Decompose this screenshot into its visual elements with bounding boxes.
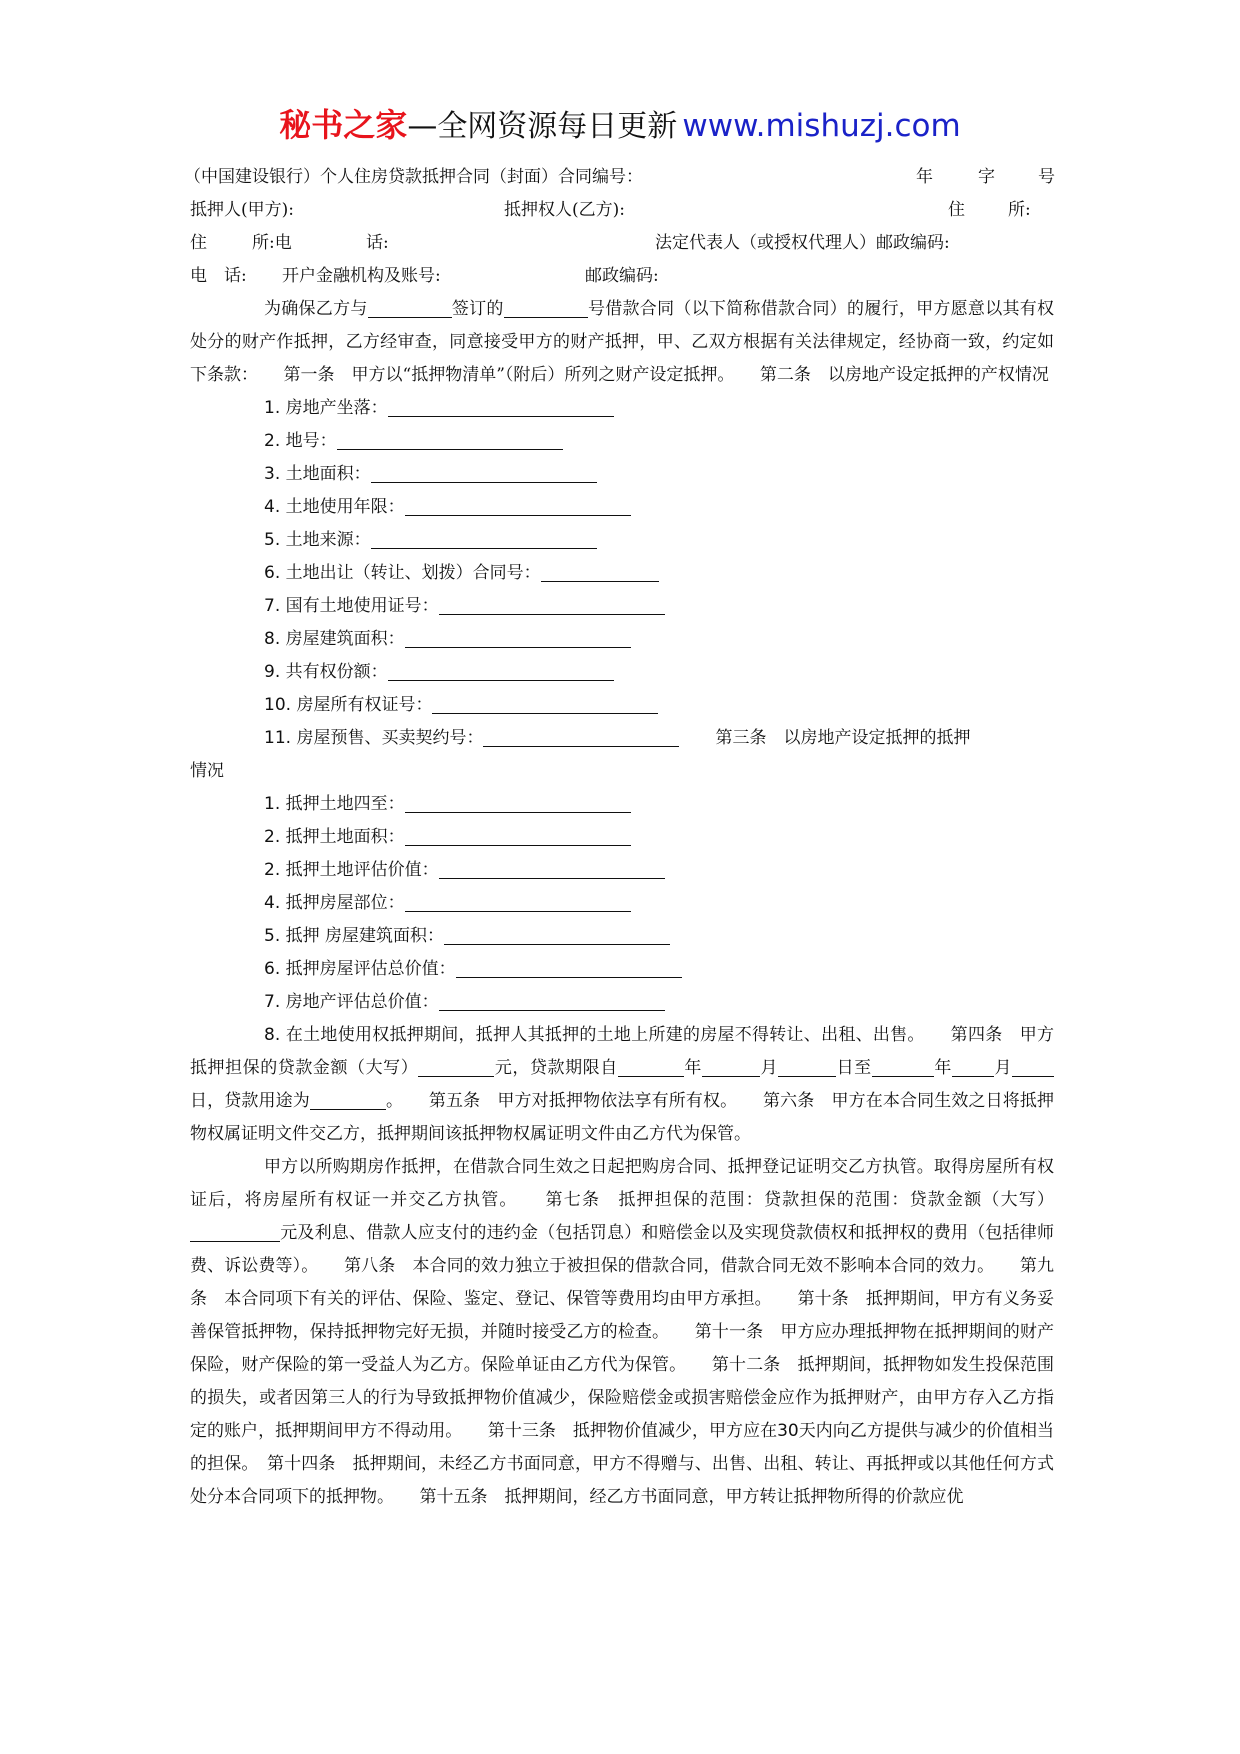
item-number: 2. <box>264 827 281 847</box>
phone-label-1: 话: <box>366 233 389 253</box>
list-item <box>190 425 1054 458</box>
blank-start-month[interactable] <box>702 1054 760 1077</box>
purchase-paragraph <box>190 1151 1054 1514</box>
sections-4-6-text: 。 第五条 甲方对抵押物依法享有所有权。 第六条 甲方在本合同生效之日将抵押物权属证明文件交乙方，抵押期间该抵押物权属证明文件由乙方代为保管。 <box>190 1091 1055 1144</box>
blank-field[interactable] <box>405 790 631 813</box>
header-line-2 <box>190 194 1054 227</box>
blank-field[interactable] <box>405 889 631 912</box>
item-number: 9. <box>264 662 281 682</box>
list-item <box>190 986 1054 1019</box>
blank-field[interactable] <box>439 592 665 615</box>
bank-account-label: 开户金融机构及账号: <box>282 266 441 286</box>
item-number: 2. <box>264 431 281 451</box>
item-number: 10. <box>264 695 292 715</box>
intro-text-1: 为确保乙方与 <box>264 299 368 319</box>
site-banner <box>0 100 1240 146</box>
item-label: 房屋预售、买卖契约号： <box>296 728 484 748</box>
text-nian: 年 <box>683 1058 702 1078</box>
purchase-text-3: 天内向乙方提供与减少的价值相当的担保。 第十四条 抵押期间，未经乙方书面同意，甲方不得赠与、出售、出租、转让、再抵押或以其他任何方式处分本合同项下的抵押物。 第十五条 抵押期间，经乙方书面同意，甲方转让抵押物所得的价款应优 <box>190 1421 1055 1507</box>
item-label: 共有权份额： <box>285 662 388 682</box>
list-item <box>190 392 1054 425</box>
list-item <box>190 920 1054 953</box>
item-number: 5. <box>264 926 281 946</box>
blank-field[interactable] <box>483 724 679 747</box>
item-label: 土地来源： <box>285 530 371 550</box>
item-number: 11. <box>264 728 292 748</box>
blank-field[interactable] <box>541 559 659 582</box>
item-number: 4. <box>264 497 281 517</box>
blank-field[interactable] <box>439 856 665 879</box>
header-line-3 <box>190 227 1054 260</box>
item-number: 8. <box>264 1025 281 1045</box>
item-number: 2. <box>264 860 281 880</box>
item-label: 抵押房屋评估总价值： <box>285 959 456 979</box>
blank-field[interactable] <box>337 427 563 450</box>
item-number: 8. <box>264 629 281 649</box>
blank-end-day[interactable] <box>1012 1054 1054 1077</box>
list-item <box>190 557 1054 590</box>
list-item <box>190 458 1054 491</box>
blank-end-month[interactable] <box>952 1054 994 1077</box>
item-number: 6. <box>264 563 281 583</box>
item-label: 土地面积： <box>285 464 371 484</box>
address-label-3: 住 <box>190 233 207 253</box>
header-line-1 <box>184 161 1055 194</box>
blank-field[interactable] <box>388 658 614 681</box>
blank-field[interactable] <box>371 460 597 483</box>
blank-field[interactable] <box>456 955 682 978</box>
list-item <box>190 590 1054 623</box>
list-item <box>190 953 1054 986</box>
list-item <box>190 854 1054 887</box>
contract-document <box>184 161 1055 1514</box>
section-3-title: 第三条 以房地产设定抵押的抵押 <box>715 728 971 748</box>
item-label: 抵押土地四至： <box>285 794 405 814</box>
section-3-title-cont <box>190 755 1054 788</box>
mortgagee-label: 抵押权人(乙方): <box>504 200 625 220</box>
purchase-text-2: 元及利息、借款人应支付的违约金（包括罚息）和赔偿金以及实现贷款债权和抵押权的费用（包括律师费、诉讼费等）。 第八条 本合同的效力独立于被担保的借款合同，借款合同无效不影响本合同的效力。 第九条 本合同项下有关的评估、保险、鉴定、登记、保管等费用均由甲方承担。 第十条 抵押期间，甲方有义务妥善保管抵押物，保持抵押物完好无损，并随时接受乙方的检查。 第十一条 甲方应办理抵押物在抵押期间的财产保险，财产保险的第一受益人为乙方。保险单证由乙方代为保管。 第十二条 抵押期间，抵押物如发生投保范围的损失，或者因第三人的行为导致抵押物价值减少，保险赔偿金或损害赔偿金应作为抵押财产，由甲方存入乙方指定的账户，抵押期间甲方不得动用。 第十三条 抵押物价值减少，甲方应在 <box>190 1223 1054 1441</box>
item-number: 7. <box>264 992 281 1012</box>
section-2-list <box>190 392 1054 788</box>
list-item <box>190 722 1054 755</box>
intro-text-3: 号借款合同（以下简称借款合同）的履行，甲方愿意以其有权处分的财产作抵押，乙方经审查，同意接受甲方的财产抵押，甲、乙双方根据有关法律规定，经协商一致，约定如下条款： 第一条 甲方以“抵押物清单”（附后）所列之财产设定抵押。 第二条 以房地产设定抵押的产权情况 <box>190 299 1055 385</box>
banner-dash: — <box>407 109 438 144</box>
item-8-text: 在土地使用权抵押期间，抵押人其抵押的土地上所建的房屋不得转让、出租、出售。 第四条 甲方抵押担保的贷款金额（大写） <box>190 1025 1054 1078</box>
postcode-label: 邮政编码: <box>585 266 659 286</box>
blank-field[interactable] <box>405 625 631 648</box>
item-label: 房屋建筑面积： <box>285 629 405 649</box>
blank-field[interactable] <box>405 823 631 846</box>
item-number: 3. <box>264 464 281 484</box>
blank-guarantee-amount[interactable] <box>190 1219 280 1242</box>
blank-field[interactable] <box>444 922 670 945</box>
mortgagor-label: 抵押人(甲方): <box>190 200 294 220</box>
item-label: 土地出让（转让、划拨）合同号： <box>285 563 541 583</box>
blank-start-day[interactable] <box>778 1054 836 1077</box>
phone-label-2b: 话: <box>224 266 247 286</box>
item-label: 土地使用年限： <box>285 497 405 517</box>
banner-slogan: 全网资源每日更新 <box>437 109 678 144</box>
text-rizhi: 日至 <box>836 1058 872 1078</box>
item-number: 6. <box>264 959 281 979</box>
blank-start-year[interactable] <box>618 1054 684 1077</box>
text-ri: 日，贷款用途为 <box>190 1091 310 1111</box>
legal-rep-label: 法定代表人（或授权代理人）邮政编码: <box>655 233 950 253</box>
address-phone-label: 所:电 <box>252 233 292 253</box>
blank-field[interactable] <box>388 394 614 417</box>
address-label-2: 所: <box>1008 200 1031 220</box>
intro-text-2: 签订的 <box>451 299 504 319</box>
blank-field[interactable] <box>371 526 597 549</box>
item-label: 房地产坐落： <box>285 398 388 418</box>
days-number: 30 <box>777 1421 799 1441</box>
list-item <box>190 656 1054 689</box>
address-label-1: 住 <box>948 200 965 220</box>
header-year: 年 <box>916 167 933 187</box>
item-label: 地号： <box>285 431 337 451</box>
item-number: 5. <box>264 530 281 550</box>
header-hao: 号 <box>1038 167 1055 187</box>
blank-loan-amount[interactable] <box>418 1054 494 1077</box>
item-number: 4. <box>264 893 281 913</box>
list-item <box>190 623 1054 656</box>
item-number: 1. <box>264 794 281 814</box>
section-3-title-b: 情况 <box>190 761 224 781</box>
item-label: 抵押 房屋建筑面积： <box>285 926 445 946</box>
header-line-4 <box>190 260 1054 293</box>
item-label: 房地产评估总价值： <box>285 992 439 1012</box>
text-yuan: 元，贷款期限自 <box>494 1058 618 1078</box>
blank-contract-no[interactable] <box>504 295 588 318</box>
blank-end-year[interactable] <box>872 1054 934 1077</box>
blank-party[interactable] <box>368 295 452 318</box>
phone-label-2a: 电 <box>190 266 207 286</box>
purchase-text-1: 甲方以所购期房作抵押，在借款合同生效之日起把购房合同、抵押登记证明交乙方执管。取得房屋所有权证后，将房屋所有权证一并交乙方执管。 第七条 抵押担保的范围：贷款担保的范围：贷款金额（大写） <box>190 1157 1054 1210</box>
item-label: 抵押土地面积： <box>285 827 405 847</box>
blank-field[interactable] <box>432 691 658 714</box>
item-label: 房屋所有权证号： <box>296 695 433 715</box>
item-label: 抵押土地评估价值： <box>285 860 439 880</box>
item-label: 国有土地使用证号： <box>285 596 439 616</box>
blank-loan-purpose[interactable] <box>310 1087 386 1110</box>
banner-brand: 秘书之家 <box>279 106 408 144</box>
item-number: 1. <box>264 398 281 418</box>
list-item <box>190 524 1054 557</box>
header-zi: 字 <box>978 167 995 187</box>
list-item <box>190 788 1054 821</box>
blank-field[interactable] <box>405 493 631 516</box>
text-yue: 月 <box>759 1058 779 1078</box>
list-item <box>190 491 1054 524</box>
list-item <box>190 821 1054 854</box>
text-nian-2: 年 <box>933 1058 952 1078</box>
blank-field[interactable] <box>439 988 665 1011</box>
item-label: 抵押房屋部位： <box>285 893 405 913</box>
list-item <box>190 887 1054 920</box>
banner-url[interactable]: www.mishuzj.com <box>682 108 961 144</box>
list-item <box>190 689 1054 722</box>
section-3-list <box>190 788 1054 1019</box>
text-yue-2: 月 <box>993 1058 1012 1078</box>
item-number: 7. <box>264 596 281 616</box>
section-3-item-8-paragraph <box>190 1019 1054 1151</box>
intro-paragraph <box>190 293 1054 392</box>
contract-title: （中国建设银行）个人住房贷款抵押合同（封面）合同编号： <box>184 167 643 187</box>
